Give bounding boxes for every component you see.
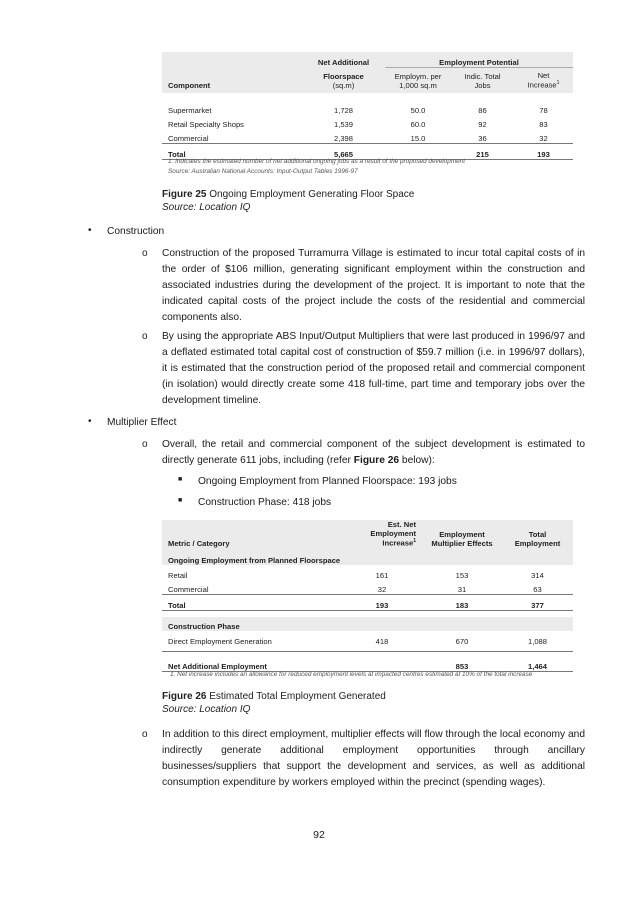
table-row: Direct Employment Generation 418 670 1,088 — [168, 636, 547, 646]
total-employment-table — [162, 520, 573, 672]
section-header: Construction Phase — [162, 617, 573, 631]
header-net-additional: Net Additional — [302, 52, 385, 67]
table-row: Commercial 2,398 15.0 36 32 — [168, 133, 548, 143]
floorspace-employment-table — [162, 52, 573, 160]
header-total-employment: Total Employment — [502, 520, 573, 551]
header-floorspace: Floorspace (sq.m) — [302, 67, 385, 93]
table2-footnote: 1. Net increase includes an allowance for reduced employment levels at impacted centres estimated at 10% of the total increase — [170, 671, 533, 678]
header-metric: Metric / Category — [162, 520, 342, 551]
header-multiplier-effects: Employment Multiplier Effects — [422, 520, 502, 551]
table-row: Supermarket 1,728 50.0 86 78 — [168, 106, 548, 115]
header-employ-per: Employm. per 1,000 sq.m — [385, 67, 451, 93]
paragraph-construction-cost: o Construction of the proposed Turramurra Village is estimated to incur total capital costs of in the order of $106 million, generating significant employment within the construction and associated industries during the development of the project. It is important to note that the indicated capital costs of the project include the costs of the residential and commercial components also. — [142, 248, 585, 323]
table-row: Commercial 32 31 63 — [168, 585, 542, 595]
paragraph-multiplier-flow: o In addition to this direct employment, multiplier effects will flow through the local economy and indirectly generate additional employment opportunities through ancillary businesses/suppliers that support the development and services, as well as additional consumption expenditure by workers employed within the precinct (spending wages). — [142, 729, 585, 788]
table-row: Retail Specialty Shops 1,539 60.0 92 83 — [168, 120, 548, 129]
header-component: Component — [162, 67, 302, 93]
table-total-row: Total 193 183 377 — [162, 595, 573, 611]
table1-source: Source: Australian National Accounts: Input-Output Tables 1996-97 — [168, 168, 358, 175]
page-number: 92 — [313, 829, 325, 841]
table-grand-total-row: Net Additional Employment 853 1,464 — [162, 652, 573, 672]
figure-26-caption: Figure 26 Estimated Total Employment Generated Source: Location IQ — [162, 691, 386, 715]
table1-footnote: 1. Indicates the estimated number of net additional ongoing jobs as a result of the proposed development — [168, 158, 466, 165]
header-indic-total: Indic. Total Jobs — [451, 67, 514, 93]
table-total-row: Total 5,665 215 193 — [162, 143, 573, 159]
paragraph-abs-multipliers: o By using the appropriate ABS Input/Output Multipliers that were last produced in 1996/97 and a deflated estimated total capital cost of construction of $59.7 million (i.e. in 1996/97 dollars), it is estimated that the construction period of the proposed retail and commercial component (in isolation) would directly create some 418 full-time, part time and temporary jobs over the development timeline. — [142, 331, 585, 406]
section-header: Ongoing Employment from Planned Floorspace — [162, 551, 573, 565]
paragraph-overall: o Overall, the retail and commercial component of the subject development is estimated to directly generate 611 jobs, including (refer Figure 26 below): — [142, 439, 585, 466]
header-est-net-employment: Est. Net Employment Increase$^1$ — [342, 520, 422, 551]
header-employment-potential: Employment Potential — [385, 52, 573, 67]
figure-25-caption: Figure 25 Ongoing Employment Generating Floor Space Source: Location IQ — [162, 189, 415, 213]
table-row: Retail 161 153 314 — [168, 570, 544, 580]
header-net-increase: Net Increase$^1$ — [514, 67, 573, 93]
